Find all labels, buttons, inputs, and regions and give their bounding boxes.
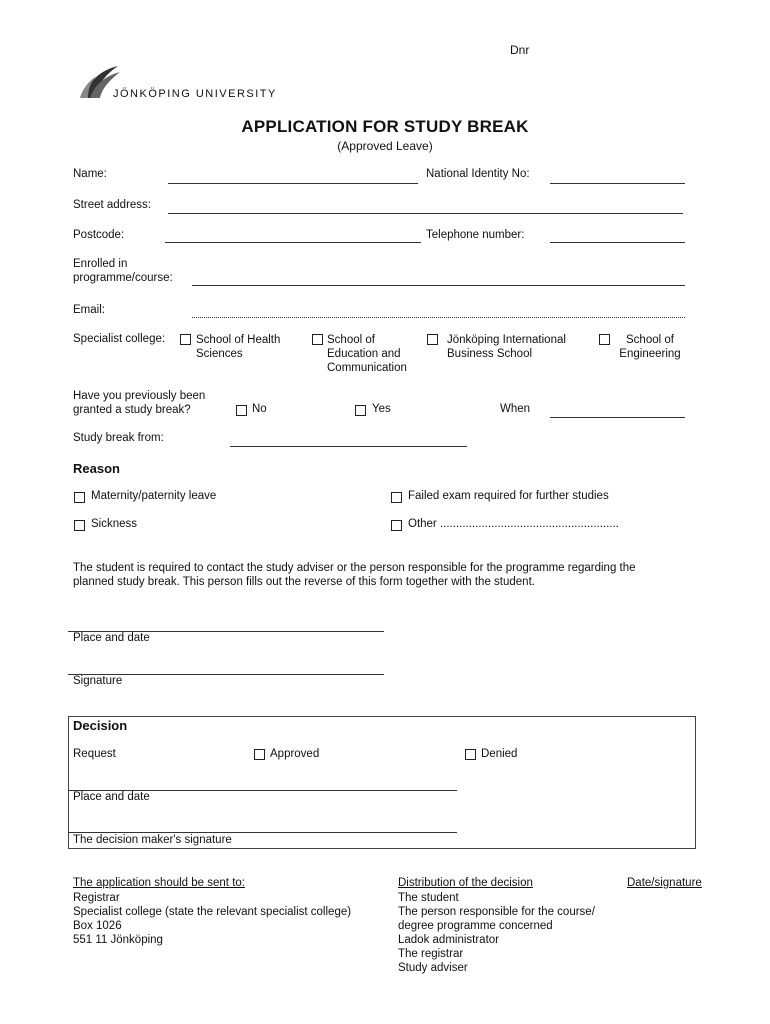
- checkbox-school-education[interactable]: [312, 334, 323, 345]
- distribution-lines: The student The person responsible for the course/ degree programme concerned Ladok administrator The registrar Study adviser: [398, 892, 595, 974]
- break-from-label: Study break from:: [73, 432, 164, 444]
- distribution-heading: Distribution of the decision: [398, 877, 533, 889]
- national-id-field[interactable]: [550, 183, 685, 184]
- previous-break-label: Have you previously been granted a study break?: [73, 390, 206, 416]
- national-id-label: National Identity No:: [426, 168, 530, 180]
- send-to-lines: Registrar Specialist college (state the relevant specialist college) Box 1026 551 11 Jönköping: [73, 892, 352, 946]
- page-title: APPLICATION FOR STUDY BREAK: [241, 117, 529, 136]
- checkbox-school-engineering[interactable]: [599, 334, 610, 345]
- name-label: Name:: [73, 168, 107, 180]
- checkbox-school-health[interactable]: [180, 334, 191, 345]
- checkbox-denied[interactable]: [465, 749, 476, 760]
- name-field[interactable]: [168, 183, 418, 184]
- reason-heading: Reason: [73, 461, 120, 476]
- street-field[interactable]: [168, 213, 683, 214]
- enrolled-label-line2: programme/course:: [73, 272, 173, 284]
- checkbox-previous-yes[interactable]: [355, 405, 366, 416]
- postcode-label: Postcode:: [73, 229, 125, 241]
- checkbox-approved[interactable]: [254, 749, 265, 760]
- page-subtitle: (Approved Leave): [337, 139, 433, 153]
- previous-when-field[interactable]: [550, 417, 685, 418]
- break-from-field[interactable]: [230, 446, 467, 447]
- previous-yes-label: Yes: [372, 403, 391, 415]
- decision-box: [68, 716, 696, 849]
- university-name: JÖNKÖPING UNIVERSITY: [113, 88, 277, 100]
- send-to-heading: The application should be sent to:: [73, 877, 245, 889]
- option-business-school: Jönköping International Business School: [447, 334, 566, 360]
- previous-no-label: No: [252, 403, 267, 415]
- email-field[interactable]: [192, 317, 685, 318]
- place-date-label: Place and date: [73, 632, 150, 644]
- specialist-college-label: Specialist college:: [73, 333, 166, 345]
- previous-when-label: When: [500, 403, 531, 415]
- decision-signature-label: The decision maker's signature: [73, 834, 232, 846]
- decision-heading: Decision: [73, 718, 128, 733]
- option-school-engineering: School of Engineering: [619, 334, 681, 360]
- reason-sickness-label: Sickness: [91, 518, 138, 530]
- checkbox-previous-no[interactable]: [236, 405, 247, 416]
- reason-maternity-label: Maternity/paternity leave: [91, 490, 217, 502]
- option-school-education: School of Education and Communication: [327, 334, 407, 374]
- checkbox-sickness[interactable]: [74, 520, 85, 531]
- decision-request-label: Request: [73, 748, 116, 760]
- decision-signature-line[interactable]: [68, 832, 457, 833]
- enrolled-field[interactable]: [192, 285, 685, 286]
- telephone-field[interactable]: [550, 242, 685, 243]
- street-label: Street address:: [73, 199, 151, 211]
- telephone-label: Telephone number:: [426, 229, 525, 241]
- enrolled-label-line1: Enrolled in: [73, 258, 128, 270]
- signature-label: Signature: [73, 675, 123, 687]
- checkbox-business-school[interactable]: [427, 334, 438, 345]
- checkbox-other[interactable]: [391, 520, 402, 531]
- date-signature-heading: Date/signature: [627, 877, 702, 889]
- email-label: Email:: [73, 304, 105, 316]
- postcode-field[interactable]: [165, 242, 421, 243]
- reason-failed-exam-label: Failed exam required for further studies: [408, 490, 609, 502]
- checkbox-failed-exam[interactable]: [391, 492, 402, 503]
- checkbox-maternity[interactable]: [74, 492, 85, 503]
- dnr-label: Dnr: [510, 43, 530, 57]
- decision-denied-label: Denied: [481, 748, 518, 760]
- decision-approved-label: Approved: [270, 748, 320, 760]
- reason-other-label[interactable]: Other ........................................................: [408, 518, 619, 530]
- option-school-health: School of Health Sciences: [196, 334, 281, 360]
- notice-text: The student is required to contact the study adviser or the person responsible for the programme regarding the planned study break. This person fills out the reverse of this form together with the student.: [73, 562, 636, 588]
- decision-place-date-label: Place and date: [73, 791, 150, 803]
